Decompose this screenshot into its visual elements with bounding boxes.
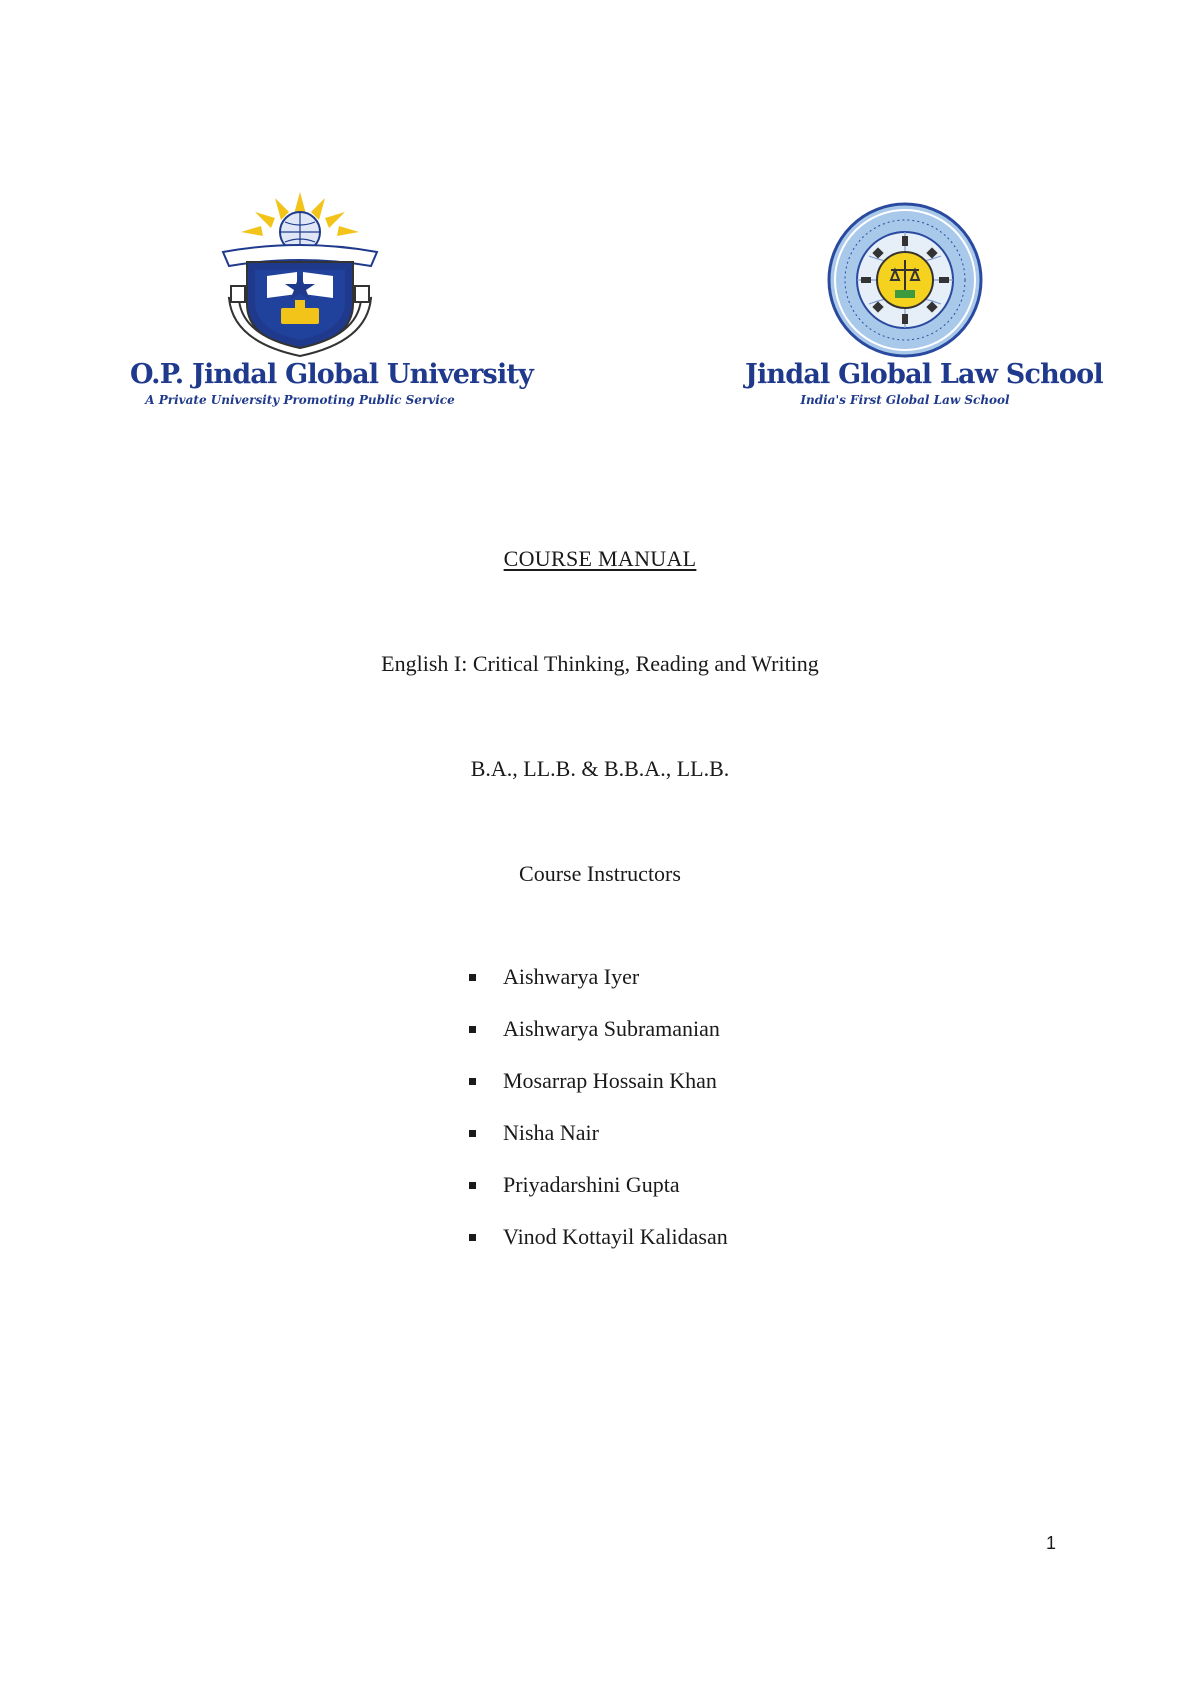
list-item — [469, 964, 728, 1016]
jindal-law-school-logo — [745, 200, 1103, 407]
square-bullet-icon — [469, 1182, 476, 1189]
list-item — [469, 1068, 728, 1120]
instructor-name: Aishwarya Subramanian — [503, 1016, 720, 1041]
list-item — [469, 1224, 728, 1276]
instructor-name: Priyadarshini Gupta — [503, 1172, 680, 1197]
instructor-name: Vinod Kottayil Kalidasan — [503, 1224, 728, 1249]
square-bullet-icon — [469, 1130, 476, 1137]
list-item — [469, 1172, 728, 1224]
university-tagline: A Private University Promoting Public Service — [145, 392, 455, 407]
law-school-seal-icon — [825, 200, 985, 360]
document-title: COURSE MANUAL — [503, 546, 697, 571]
instructor-list — [469, 964, 728, 1276]
instructor-name: Mosarrap Hossain Khan — [503, 1068, 717, 1093]
instructor-name: Nisha Nair — [503, 1120, 599, 1145]
op-jindal-university-logo — [130, 190, 533, 407]
law-school-name: Jindal Global Law School — [745, 359, 1103, 390]
degree-programs: B.A., LL.B. & B.B.A., LL.B. — [470, 756, 730, 781]
page-number: 1 — [1046, 1533, 1057, 1553]
university-name: O.P. Jindal Global University — [130, 359, 533, 390]
instructors-heading: Course Instructors — [519, 861, 681, 886]
course-subtitle: English I: Critical Thinking, Reading and Writing — [381, 651, 819, 676]
square-bullet-icon — [469, 1078, 476, 1085]
university-crest-icon — [215, 190, 385, 360]
instructor-name: Aishwarya Iyer — [503, 964, 640, 989]
square-bullet-icon — [469, 974, 476, 981]
list-item — [469, 1120, 728, 1172]
square-bullet-icon — [469, 1234, 476, 1241]
law-school-tagline: India's First Global Law School — [800, 392, 1010, 407]
square-bullet-icon — [469, 1026, 476, 1033]
list-item — [469, 1016, 728, 1068]
